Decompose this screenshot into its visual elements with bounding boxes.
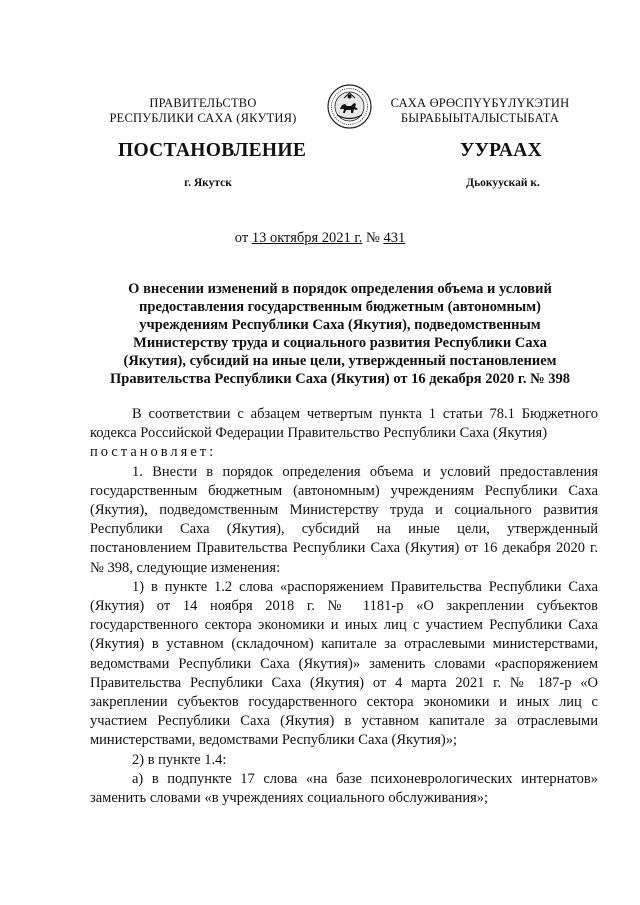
subclause-2-paragraph: 2) в пункте 1.4: xyxy=(132,751,227,768)
city-russian: г. Якутск xyxy=(184,177,232,189)
decree-dateline xyxy=(0,230,640,247)
header-left-line1: ПРАВИТЕЛЬСТВО xyxy=(149,96,257,110)
doc-type-russian: ПОСТАНОВЛЕНИЕ xyxy=(118,140,307,161)
decree-date: 13 октября 2021 г. xyxy=(251,230,363,246)
republic-emblem-icon xyxy=(327,84,372,129)
title-line: Правительства Республики Саха (Якутия) от 16 декабря 2020 г. № 398 xyxy=(110,371,571,387)
header-left-authority xyxy=(98,96,308,126)
preamble-paragraph: В соответствии с абзацем четвертым пункта 1 статьи 78.1 Бюджетного кодекса Российской Федерации Правительство Республики Саха (Якутия) xyxy=(90,406,598,442)
city-yakut: Дьокуускай к. xyxy=(466,177,540,189)
decree-title xyxy=(110,280,570,388)
title-line: предоставления государственным бюджетным (автономным) xyxy=(139,299,541,315)
title-line: Министерству труда и социального развития Республики Саха xyxy=(133,335,547,351)
decree-body xyxy=(90,405,598,808)
decree-number: 431 xyxy=(383,230,406,246)
dateline-prefix: от xyxy=(234,230,249,246)
header-right-authority xyxy=(375,96,585,126)
header-right-line1: САХА ӨРӨСПҮҮБҮЛҮКЭТИН xyxy=(390,96,570,110)
title-line: учреждениям Республики Саха (Якутия), подведомственным xyxy=(139,317,541,333)
decree-word: постановляет: xyxy=(90,444,217,461)
subclause-2a-paragraph: а) в подпункте 17 слова «на базе психоневрологических интернатов» заменить словами «в учреждениях социального обслуживания»; xyxy=(90,770,598,807)
title-line: (Якутия), субсидий на иные цели, утвержденный постановлением xyxy=(123,353,557,369)
doc-type-yakut: УУРААХ xyxy=(459,140,543,161)
clause-1-paragraph: 1. Внести в порядок определения объема и условий предоставления государственным бюджетным (автономным) учреждениям Республики Саха (Якутия), подведомственным Министерству труда и социального развития Республики Саха (Якутия), субсидий на иные цели, утвержденный постановлением Правительства Республики Саха (Якутия) от 16 декабря 2020 г. № 398, следующие изменения: xyxy=(90,463,598,576)
title-line: О внесении изменений в порядок определения объема и условий xyxy=(128,281,552,297)
header-left-line2: РЕСПУБЛИКИ САХА (ЯКУТИЯ) xyxy=(109,111,297,125)
number-sign: № xyxy=(365,230,380,246)
subclause-1-paragraph: 1) в пункте 1.2 слова «распоряжением Правительства Республики Саха (Якутия) от 14 ноября 2018 г. № 1181-р «О закреплении субъектов государственного сектора экономики и иных лиц с участием Республики Саха (Якутия) в уставном (складочном) капитале за отраслевыми министерствами, ведомствами Республики Саха (Якутия)» заменить словами «распоряжением Правительства Республики Саха (Якутия) от 4 марта 2021 г. № 187-р «О закреплении субъектов государственного сектора экономики и иных лиц с участием Республики Саха (Якутия) в уставном капитале за отраслевыми министерствами, ведомствами Республики Саха (Якутия)»; xyxy=(90,578,598,749)
header-right-line2: БЫРАБЫЫТАЛЫСТЫБАТА xyxy=(400,111,560,125)
